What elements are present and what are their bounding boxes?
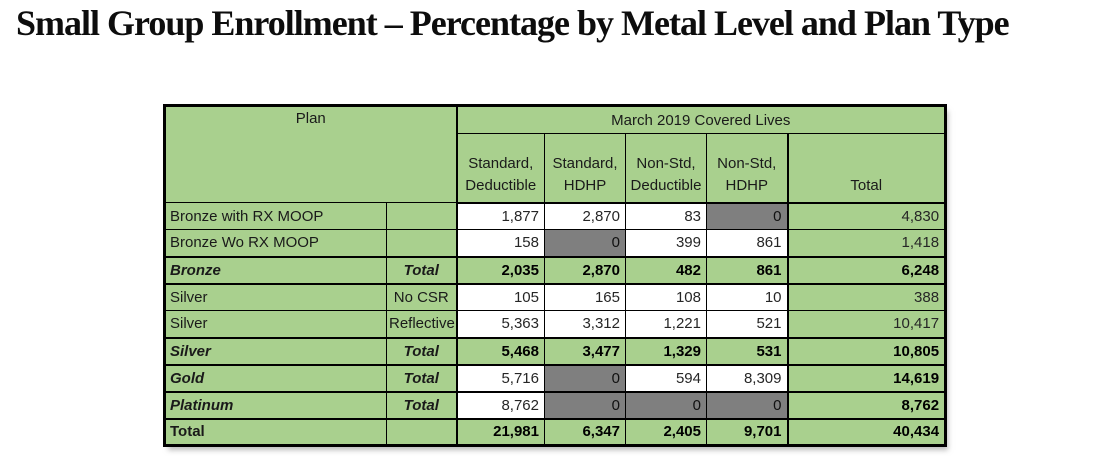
subtype-cell: Total	[387, 257, 457, 284]
value-cell: 3,312	[545, 311, 626, 338]
value-cell: 0	[545, 365, 626, 392]
row-total-cell: 10,417	[788, 311, 946, 338]
value-cell: 0	[545, 230, 626, 257]
page-title: Small Group Enrollment – Percentage by Metal Level and Plan Type	[16, 3, 1009, 43]
table-body	[165, 203, 946, 446]
row-total-cell: 388	[788, 284, 946, 311]
column-header: Non-Std, Deductible	[626, 134, 707, 203]
plan-cell: Platinum	[165, 392, 387, 419]
plan-cell: Total	[165, 419, 387, 446]
subtype-cell	[387, 203, 457, 230]
value-cell: 3,477	[545, 338, 626, 365]
value-cell: 2,870	[545, 203, 626, 230]
table-header	[165, 106, 946, 203]
value-cell: 165	[545, 284, 626, 311]
plan-cell: Silver	[165, 338, 387, 365]
value-cell: 10	[707, 284, 788, 311]
subtype-cell: Reflective	[387, 311, 457, 338]
row-total-cell: 6,248	[788, 257, 946, 284]
value-cell: 21,981	[457, 419, 545, 446]
subtype-cell: Total	[387, 365, 457, 392]
value-cell: 0	[626, 392, 707, 419]
value-cell: 531	[707, 338, 788, 365]
value-cell: 861	[707, 230, 788, 257]
value-cell: 0	[545, 392, 626, 419]
value-cell: 594	[626, 365, 707, 392]
value-cell: 0	[707, 203, 788, 230]
table-row	[165, 284, 946, 311]
value-cell: 399	[626, 230, 707, 257]
plan-cell: Gold	[165, 365, 387, 392]
table-row	[165, 392, 946, 419]
plan-cell: Silver	[165, 284, 387, 311]
value-cell: 2,035	[457, 257, 545, 284]
value-cell: 1,877	[457, 203, 545, 230]
table-row	[165, 338, 946, 365]
subtype-cell	[387, 230, 457, 257]
value-cell: 8,309	[707, 365, 788, 392]
value-cell: 5,468	[457, 338, 545, 365]
table-row	[165, 419, 946, 446]
row-total-cell: 10,805	[788, 338, 946, 365]
plan-cell: Silver	[165, 311, 387, 338]
column-header: Standard, Deductible	[457, 134, 545, 203]
row-total-cell: 14,619	[788, 365, 946, 392]
value-cell: 2,405	[626, 419, 707, 446]
value-cell: 5,716	[457, 365, 545, 392]
row-total-cell: 40,434	[788, 419, 946, 446]
plan-cell: Bronze with RX MOOP	[165, 203, 387, 230]
table-row	[165, 257, 946, 284]
table-row	[165, 365, 946, 392]
value-cell: 8,762	[457, 392, 545, 419]
value-cell: 2,870	[545, 257, 626, 284]
table-row	[165, 203, 946, 230]
table-row	[165, 311, 946, 338]
covered-lives-header: March 2019 Covered Lives	[457, 106, 946, 134]
plan-header: Plan	[165, 106, 457, 203]
column-header: Total	[788, 134, 946, 203]
value-cell: 1,221	[626, 311, 707, 338]
value-cell: 0	[707, 392, 788, 419]
enrollment-table	[163, 104, 947, 447]
subtype-cell	[387, 419, 457, 446]
value-cell: 1,329	[626, 338, 707, 365]
value-cell: 83	[626, 203, 707, 230]
value-cell: 861	[707, 257, 788, 284]
value-cell: 9,701	[707, 419, 788, 446]
value-cell: 6,347	[545, 419, 626, 446]
value-cell: 482	[626, 257, 707, 284]
plan-cell: Bronze Wo RX MOOP	[165, 230, 387, 257]
value-cell: 521	[707, 311, 788, 338]
subtype-cell: Total	[387, 338, 457, 365]
row-total-cell: 4,830	[788, 203, 946, 230]
plan-cell: Bronze	[165, 257, 387, 284]
column-header: Non-Std, HDHP	[707, 134, 788, 203]
value-cell: 158	[457, 230, 545, 257]
subtype-cell: No CSR	[387, 284, 457, 311]
column-header: Standard, HDHP	[545, 134, 626, 203]
value-cell: 5,363	[457, 311, 545, 338]
row-total-cell: 8,762	[788, 392, 946, 419]
value-cell: 108	[626, 284, 707, 311]
table-row	[165, 230, 946, 257]
row-total-cell: 1,418	[788, 230, 946, 257]
subtype-cell: Total	[387, 392, 457, 419]
value-cell: 105	[457, 284, 545, 311]
